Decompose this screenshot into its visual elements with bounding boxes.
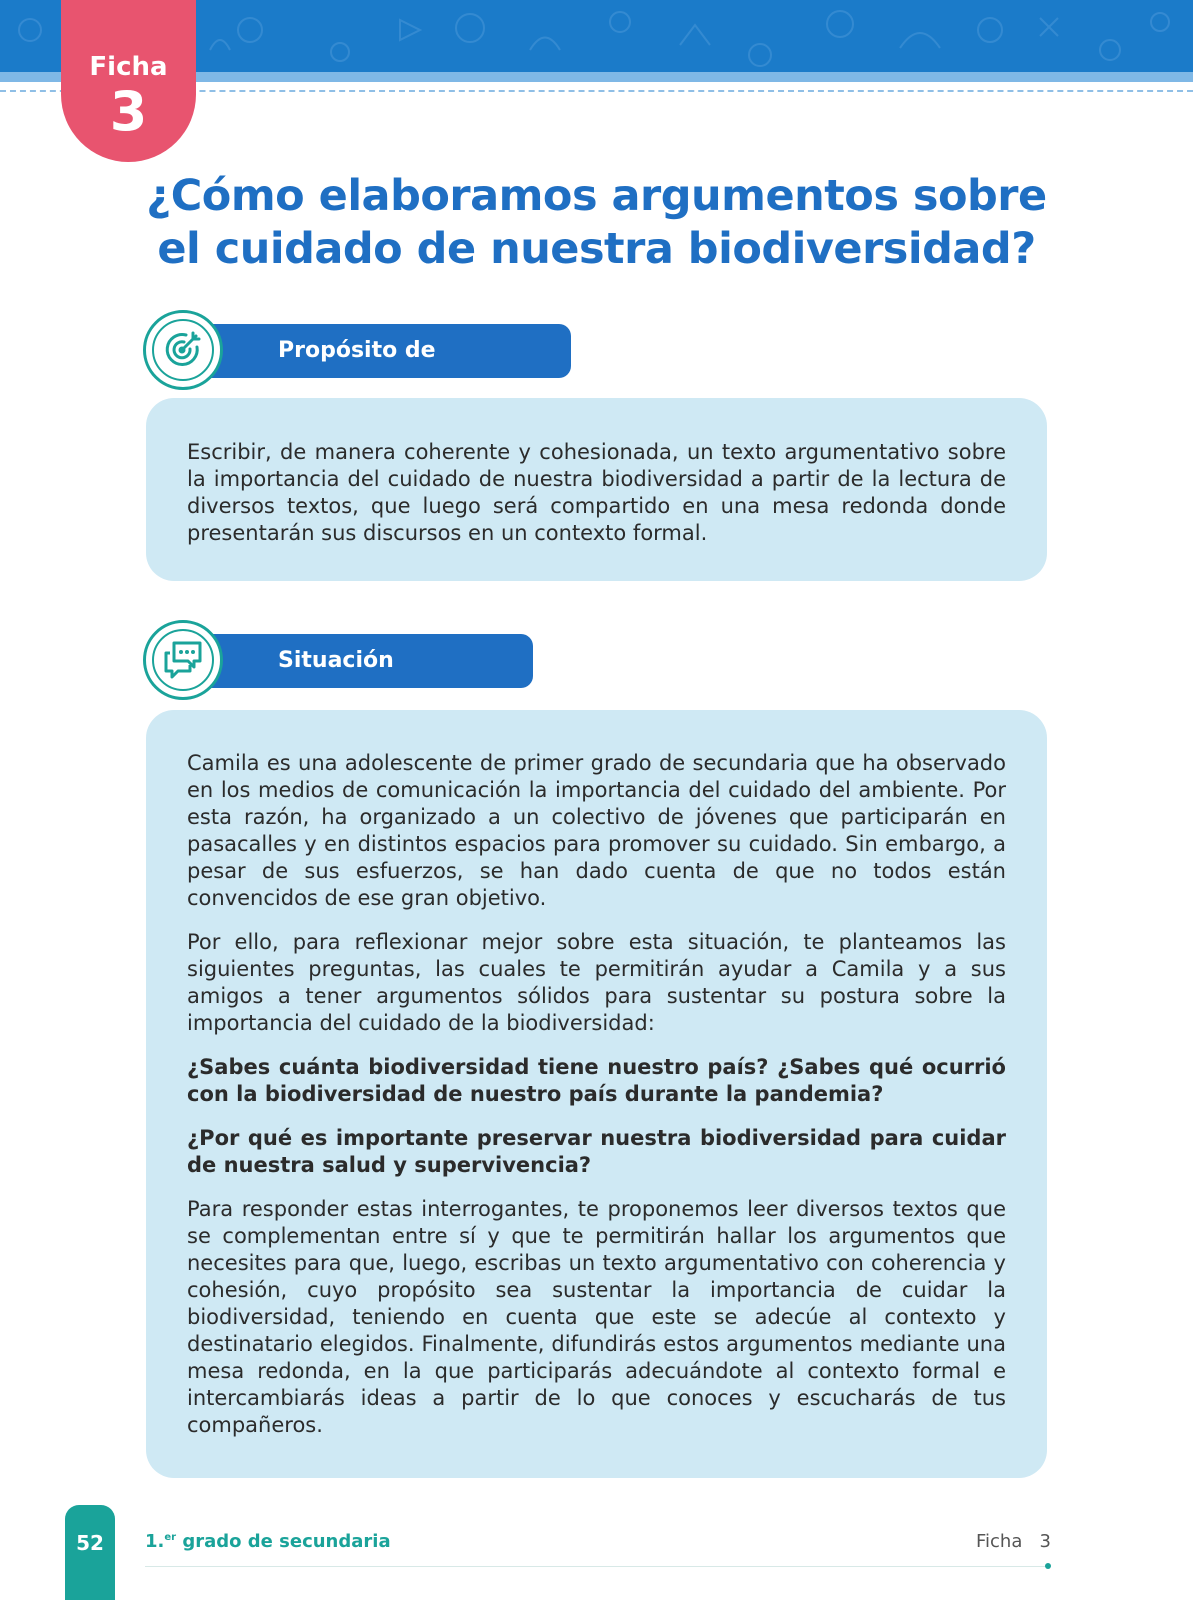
- situation-heading: [188, 634, 533, 688]
- grade-suffix: grado de secundaria: [176, 1531, 391, 1552]
- purpose-box: [146, 398, 1047, 581]
- chat-bubbles-icon: [160, 637, 206, 683]
- ficha-label: Ficha: [89, 52, 168, 82]
- grade-sup: er: [164, 1532, 177, 1543]
- situation-question-2: ¿Por qué es importante preservar nuestra biodiversidad para cuidar de nuestra salud y supervivencia?: [187, 1126, 1006, 1177]
- ficha-tab: [61, 0, 196, 162]
- page-number: 52: [76, 1531, 104, 1555]
- situation-question-1: ¿Sabes cuánta biodiversidad tiene nuestro país? ¿Sabes qué ocurrió con la biodiversidad de nuestro país durante la pandemia?: [187, 1055, 1006, 1106]
- footer-divider: [145, 1566, 1050, 1567]
- purpose-heading-label: Propósito de: [278, 338, 436, 363]
- situation-heading-label: Situación: [278, 648, 394, 673]
- situation-box: [146, 710, 1047, 1478]
- grade-prefix: 1.: [145, 1531, 165, 1552]
- footer-ficha-label: Ficha: [975, 1531, 1023, 1552]
- purpose-icon-badge: [143, 310, 223, 390]
- purpose-heading: [188, 324, 571, 378]
- purpose-text: Escribir, de manera coherente y cohesionada, un texto argumentativo sobre la importancia del cuidado de nuestra biodiversidad a partir de la lectura de diversos textos, que luego será compartido en una mesa redonda donde presentarán sus discursos en un contexto formal.: [187, 440, 1006, 545]
- situation-paragraph-2: Por ello, para reflexionar mejor sobre esta situación, te planteamos las siguientes preguntas, las cuales te permitirán ayudar a Camila y a sus amigos a tener argumentos sólidos para sustentar su postura sobre la importancia del cuidado de la biodiversidad:: [187, 930, 1006, 1035]
- title-line-1: ¿Cómo elaboramos argumentos sobre: [146, 171, 1047, 221]
- page-number-tab: [65, 1505, 115, 1600]
- footer-dot: [1045, 1563, 1051, 1569]
- situation-paragraph-1: Camila es una adolescente de primer grado de secundaria que ha observado en los medios de comunicación la importancia del cuidado del ambiente. Por esta razón, ha organizado a un colectivo de jóvenes que participarán en pasacalles y en distintos espacios para promover su cuidado. Sin embargo, a pesar de sus esfuerzos, se han dado cuenta de que no todos están convencidos de ese gran objetivo.: [187, 751, 1006, 910]
- footer-ficha-number: 3: [1039, 1531, 1051, 1552]
- situation-paragraph-3: Para responder estas interrogantes, te proponemos leer diversos textos que se complementan entre sí y que te permitirán hallar los argumentos que necesites para que, luego, escribas un texto argumentativo con coherencia y cohesión, cuyo propósito sea sustentar la importancia de cuidar la biodiversidad, teniendo en cuenta que este se adecúe al contexto y destinatario elegidos. Finalmente, difundirás estos argumentos mediante una mesa redonda, en la que participarás adecuándote al contexto formal e intercambiarás ideas a partir de lo que conoces y escucharás de tus compañeros.: [187, 1197, 1006, 1437]
- footer-ficha: [976, 1531, 1051, 1552]
- target-icon: [160, 327, 206, 373]
- page-title: [130, 170, 1063, 276]
- situation-icon-badge: [143, 620, 223, 700]
- footer-grade: [145, 1531, 391, 1552]
- title-line-2: el cuidado de nuestra biodiversidad?: [157, 224, 1036, 274]
- ficha-number: 3: [109, 80, 148, 143]
